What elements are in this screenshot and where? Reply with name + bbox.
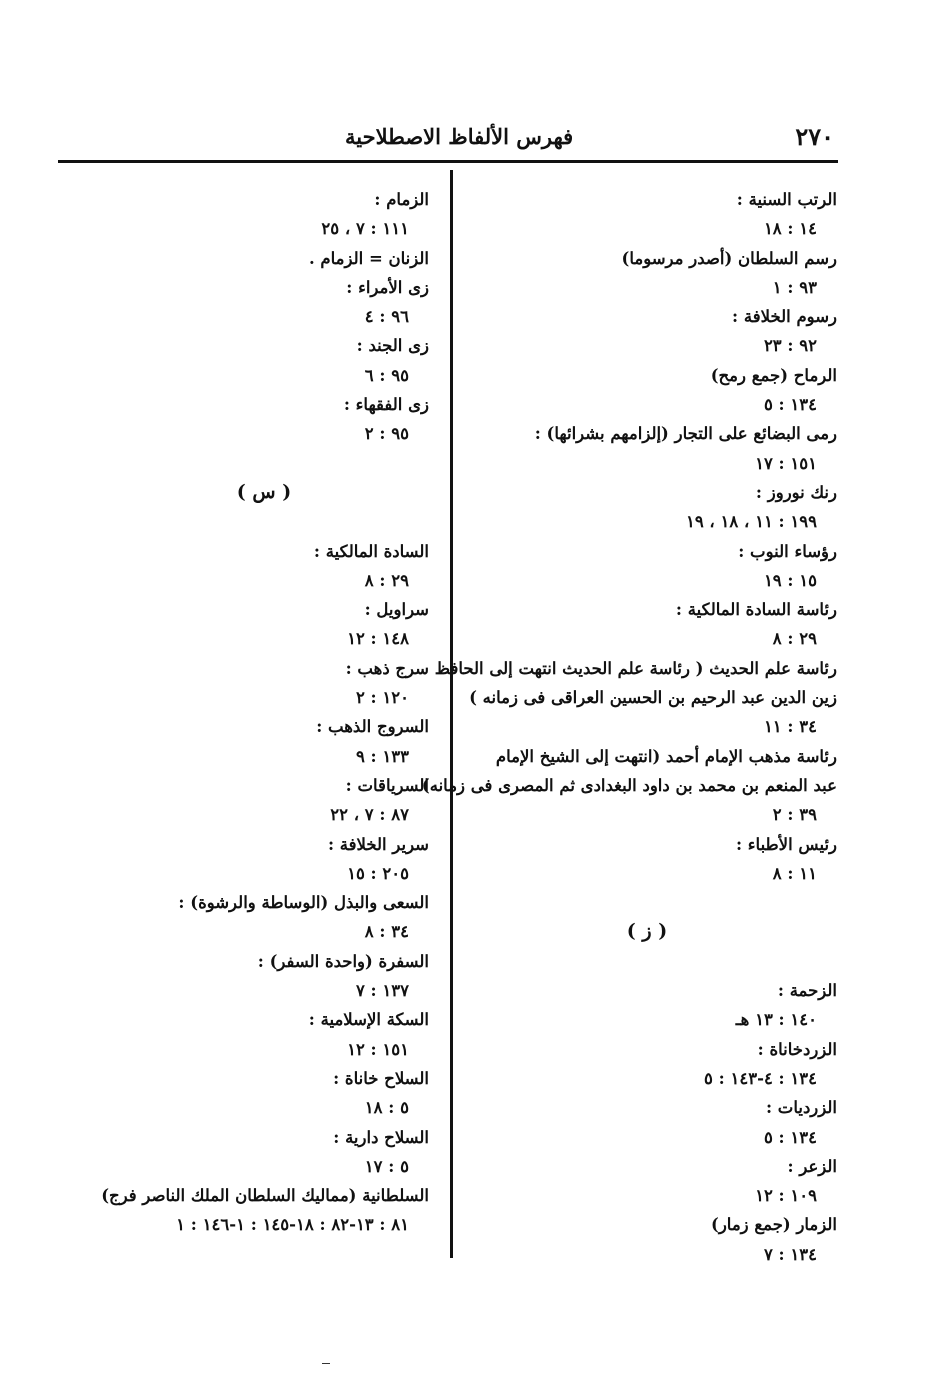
page-reference: ١٤ : ١٨ xyxy=(763,219,817,239)
index-term: رسوم الخلافة : xyxy=(732,307,837,327)
page-reference: ٢٠٥ : ١٥ xyxy=(347,863,409,883)
page-reference: ٨٧ : ٧ ، ٢٢ xyxy=(330,805,409,825)
page-reference: ١٣٣ : ٩ xyxy=(355,746,409,766)
page-reference: ١٣٧ : ٧ xyxy=(355,981,409,1001)
index-term: الزمار (جمع زمار) xyxy=(711,1215,837,1235)
section-letter-heading: ( س ) xyxy=(236,480,292,503)
page-reference: ٨١ : ١٣-٨٢ : ١٨-١٤٥ : ١-١٤٦ : ١ xyxy=(176,1215,409,1235)
page-reference: ٩٦ : ٤ xyxy=(364,307,409,327)
header-rule xyxy=(58,160,838,163)
index-term: الرماح (جمع رمح) xyxy=(710,365,837,385)
page-reference: ٥ : ١٧ xyxy=(364,1156,409,1176)
page-number: ٢٧٠ xyxy=(795,122,834,151)
index-term: السلاح دارية : xyxy=(333,1127,429,1147)
page-reference: ١٥١ : ١٧ xyxy=(755,453,817,473)
index-term: السعى والبذل (الوساطة والرشوة) : xyxy=(178,893,429,913)
index-term: سرير الخلافة : xyxy=(327,834,429,854)
index-term: رئيس الأطباء : xyxy=(735,834,837,854)
page-reference: ٩٣ : ١ xyxy=(772,277,817,297)
page-reference: ١٥١ : ١٢ xyxy=(347,1039,409,1059)
column-divider xyxy=(450,170,453,1258)
index-term: رسم السلطان (أصدر مرسوما) xyxy=(621,248,837,268)
index-term: سراويل : xyxy=(364,600,429,620)
index-term: سرج ذهب : xyxy=(345,658,429,678)
index-term: رئاسة علم الحديث ( رئاسة علم الحديث انتهت إلى الحافظ xyxy=(434,658,837,678)
index-term: الزرديات : xyxy=(765,1098,837,1118)
page-reference: ٢٩ : ٨ xyxy=(772,629,817,649)
spacer xyxy=(457,888,837,917)
running-title: فهرس الألفاظ الاصطلاحية xyxy=(345,124,574,149)
page-reference: ٢٩ : ٨ xyxy=(364,570,409,590)
index-term: السادة المالكية : xyxy=(313,541,429,561)
index-term: عبد المنعم بن محمد بن داود البغدادى ثم المصرى فى زمانه) xyxy=(421,775,837,795)
page-reference: ١١ : ٨ xyxy=(772,863,817,883)
index-term: زى الجند : xyxy=(356,336,429,356)
page-reference: ١٠٩ : ١٢ xyxy=(755,1186,817,1206)
index-term: السكة الإسلامية : xyxy=(308,1010,429,1030)
page-reference: ١٢٠ : ٢ xyxy=(355,688,409,708)
page-reference: ٩٥ : ٦ xyxy=(364,365,409,385)
index-term: السفرة (واحدة السفر) : xyxy=(257,951,429,971)
index-term: رؤساء النوب : xyxy=(738,541,837,561)
spacer xyxy=(457,947,837,976)
index-term: السلاح خاناة : xyxy=(333,1068,429,1088)
page-reference: ١٣٤ : ٥ xyxy=(763,1127,817,1147)
page-reference: ٣٤ : ١١ xyxy=(763,717,817,737)
page-reference: ١٤٠ : ١٣ هـ xyxy=(735,1010,817,1030)
index-term: الزنان = الزمام . xyxy=(308,248,429,268)
spacer xyxy=(99,507,429,536)
index-term: زين الدين عبد الرحيم بن الحسين العراقى فى زمانه ) xyxy=(469,688,837,708)
index-term: رنك نوروز : xyxy=(755,482,837,502)
index-term: السروج الذهب : xyxy=(316,717,429,737)
index-term: السلطانية (مماليك السلطان الملك الناصر فرج) xyxy=(101,1186,429,1206)
page-header xyxy=(60,120,840,156)
page-reference: ١١١ : ٧ ، ٢٥ xyxy=(321,219,409,239)
page-reference: ١٩٩ : ١١ ، ١٨ ، ١٩ xyxy=(685,512,817,532)
page-reference: ٩٥ : ٢ xyxy=(364,424,409,444)
page-reference: ١٣٤ : ٤-١٤٣ : ٥ xyxy=(704,1068,817,1088)
index-term: رئاسة مذهب الإمام أحمد (انتهت إلى الشيخ الإمام xyxy=(495,746,837,766)
spacer xyxy=(99,449,429,478)
page-reference: ٣٤ : ٨ xyxy=(364,922,409,942)
index-term: السرياقات : xyxy=(345,775,429,795)
index-term: رئاسة السادة المالكية : xyxy=(675,600,837,620)
index-term: الرتب السنية : xyxy=(736,190,837,209)
page-reference: ٩٢ : ٢٣ xyxy=(763,336,817,356)
index-term: الزردخاناة : xyxy=(757,1039,837,1059)
page-reference: ١٣٤ : ٧ xyxy=(763,1244,817,1264)
index-term: الزمام : xyxy=(374,190,429,209)
page-reference: ١٣٤ : ٥ xyxy=(763,395,817,415)
index-term: زى الأمراء : xyxy=(346,277,429,297)
right-column xyxy=(421,185,837,1269)
page-reference: ١٤٨ : ١٢ xyxy=(347,629,409,649)
index-term: زى الفقهاء : xyxy=(343,395,429,415)
index-term: رمى البضائع على التجار (إلزامهم بشرائها) : xyxy=(534,424,837,444)
left-column xyxy=(99,185,429,1240)
page-reference: ٣٩ : ٢ xyxy=(772,805,817,825)
index-term: الزعر : xyxy=(787,1156,837,1176)
section-letter-heading: ( ز ) xyxy=(626,920,668,943)
index-term: الزحمة : xyxy=(777,981,837,1001)
page-reference: ٥ : ١٨ xyxy=(364,1098,409,1118)
footer-mark xyxy=(322,1363,330,1364)
page-reference: ١٥ : ١٩ xyxy=(763,570,817,590)
